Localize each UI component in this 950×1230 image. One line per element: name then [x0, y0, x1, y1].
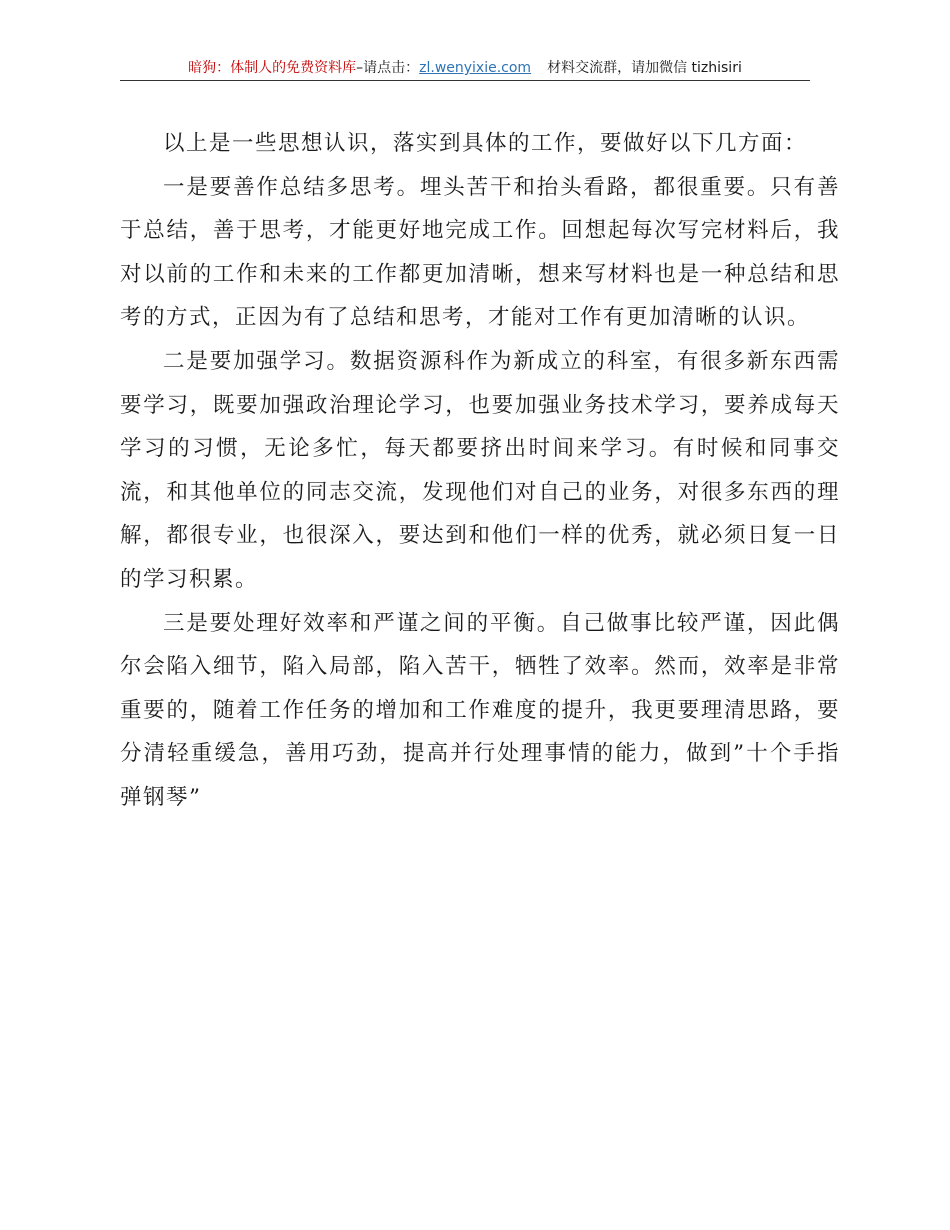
paragraph-intro: 以上是一些思想认识，落实到具体的工作，要做好以下几方面：	[163, 131, 808, 156]
paragraph-point-two: 二是要加强学习。数据资源科作为新成立的科室，有很多新东西需要学习，既要加强政治理论学习，也要加强业务技术学习，要养成每天学习的习惯，无论多忙，每天都要挤出时间来学习。有时候和同事交流，和其他单位的同志交流，发现他们对自己的业务，对很多东西的理解，都很专业，也很深入，要达到和他们一样的优秀，就必须日复一日的学习积累。	[120, 348, 840, 592]
page-header	[120, 58, 810, 82]
header-prompt: –请点击：	[356, 60, 420, 76]
header-link[interactable]: zl.wenyixie.com	[419, 60, 532, 76]
header-group-info: 材料交流群，请加微信 tizhisiri	[547, 60, 742, 76]
header-brand: 暗狗：体制人的免费资料库	[188, 60, 357, 76]
header-divider	[120, 80, 810, 81]
paragraph-point-one: 一是要善作总结多思考。埋头苦干和抬头看路，都很重要。只有善于总结，善于思考，才能更好地完成工作。回想起每次写完材料后，我对以前的工作和未来的工作都更加清晰，想来写材料也是一种总结和思考的方式，正因为有了总结和思考，才能对工作有更加清晰的认识。	[120, 174, 840, 331]
paragraph-point-three: 三是要处理好效率和严谨之间的平衡。自己做事比较严谨，因此偶尔会陷入细节，陷入局部，陷入苦干，牺牲了效率。然而，效率是非常重要的，随着工作任务的增加和工作难度的提升，我更要理清思路，要分清轻重缓急，善用巧劲，提高并行处理事情的能力，做到”十个手指弹钢琴”	[120, 610, 840, 810]
document-body	[120, 122, 840, 820]
